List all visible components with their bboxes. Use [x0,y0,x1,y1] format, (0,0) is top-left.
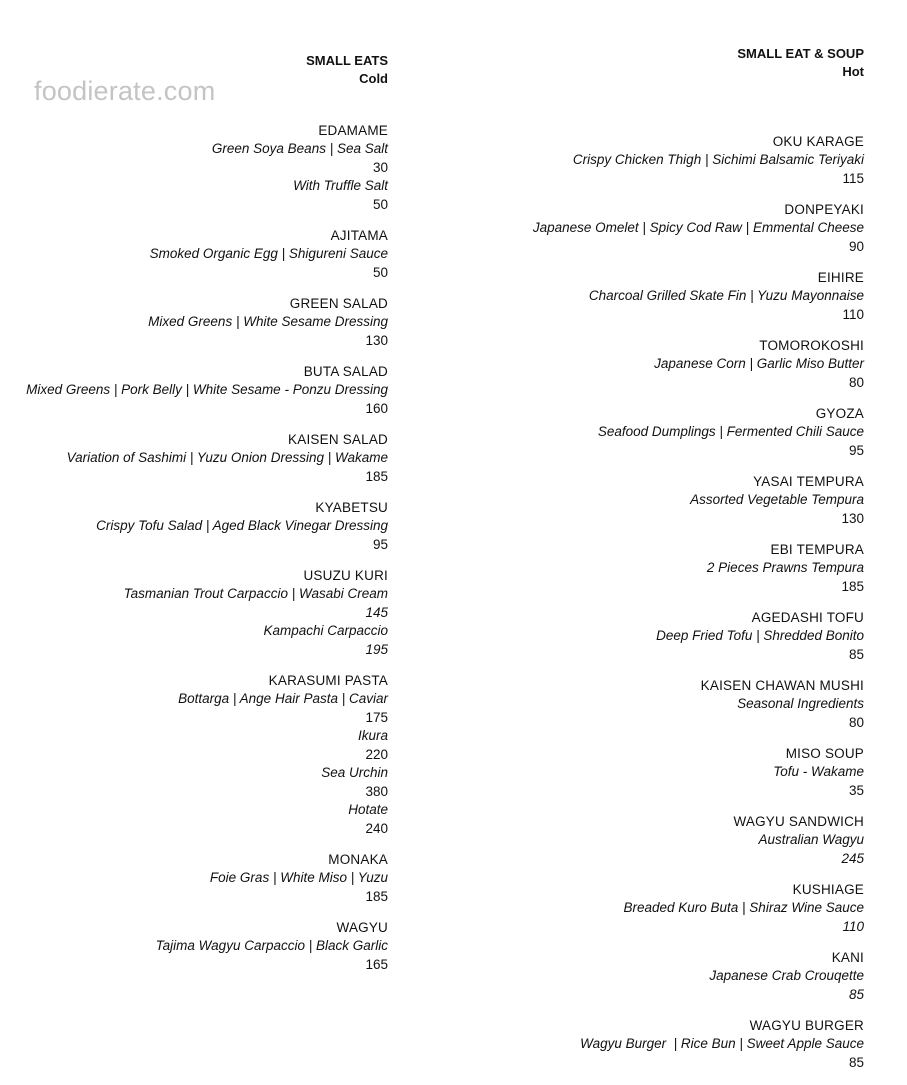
item-name: EDAMAME [318,123,388,138]
item-description: Crispy Tofu Salad | Aged Black Vinegar Dressing [96,518,388,533]
item-price: 245 [841,851,864,866]
item-description: Deep Fried Tofu | Shredded Bonito [656,628,864,643]
item-name: WAGYU BURGER [749,1018,864,1033]
menu-item-kaisen-salad [0,431,388,486]
menu-item-wagyu-sandwich [444,813,864,868]
item-description: Variation of Sashimi | Yuzu Onion Dressing | Wakame [66,450,388,465]
item-option: Kampachi Carpaccio [263,623,388,638]
item-price: 160 [365,401,388,416]
item-description: Foie Gras | White Miso | Yuzu [209,870,388,885]
item-price: 185 [365,889,388,904]
item-description: Wagyu Burger | Rice Bun | Sweet Apple Sauce [580,1036,864,1051]
menu-item-ajitama [0,227,388,282]
item-name: KANI [831,950,864,965]
item-price: 110 [842,919,864,934]
item-price: 85 [848,647,864,662]
item-price: 115 [842,171,864,186]
item-name: AGEDASHI TOFU [751,610,864,625]
item-name: WAGYU SANDWICH [733,814,864,829]
item-description: Seafood Dumplings | Fermented Chili Sauce [597,424,864,439]
item-name: KUSHIAGE [792,882,864,897]
item-price: 130 [841,511,864,526]
item-name: MONAKA [328,852,388,867]
item-price: 85 [848,1055,864,1070]
menu-column-cold [0,52,388,987]
item-price: 145 [365,605,388,620]
item-name: TOMOROKOSHI [759,338,864,353]
menu-item-oku-karage [444,133,864,188]
item-option-price: 195 [365,642,388,657]
item-name: EIHIRE [817,270,864,285]
item-name: GYOZA [815,406,864,421]
item-description: Breaded Kuro Buta | Shiraz Wine Sauce [623,900,864,915]
item-option: Hotate [348,802,388,817]
item-price: 165 [365,957,388,972]
item-name: GREEN SALAD [289,296,388,311]
item-description: Mixed Greens | White Sesame Dressing [148,314,388,329]
section-title: SMALL EAT & SOUP [737,46,864,61]
item-option-price: 380 [365,784,388,799]
item-option-price: 240 [365,821,388,836]
item-description: 2 Pieces Prawns Tempura [706,560,864,575]
item-name: YASAI TEMPURA [753,474,864,489]
menu-item-tomorokoshi [444,337,864,392]
menu-item-miso-soup [444,745,864,800]
item-name: WAGYU [336,920,388,935]
item-name: MISO SOUP [785,746,864,761]
item-description: Smoked Organic Egg | Shigureni Sauce [149,246,388,261]
menu-item-buta-salad [0,363,388,418]
item-name: KYABETSU [315,500,388,515]
menu-item-kani [444,949,864,1004]
item-description: Australian Wagyu [758,832,864,847]
menu-column-hot [444,45,864,1085]
item-option: Sea Urchin [321,765,388,780]
menu-item-kushiage [444,881,864,936]
section-title: SMALL EATS [306,53,388,68]
item-price: 175 [365,710,388,725]
item-name: KARASUMI PASTA [268,673,388,688]
menu-item-kyabetsu [0,499,388,554]
item-description: Seasonal Ingredients [737,696,864,711]
item-price: 90 [848,239,864,254]
menu-item-ebi-tempura [444,541,864,596]
item-description: Japanese Corn | Garlic Miso Butter [654,356,864,371]
item-price: 110 [842,307,864,322]
item-description: Japanese Crab Crouqette [709,968,864,983]
menu-item-karasumi-pasta [0,672,388,838]
item-description: Mixed Greens | Pork Belly | White Sesame - Ponzu Dressing [26,382,388,397]
item-description: Tofu - Wakame [773,764,864,779]
item-name: DONPEYAKI [784,202,864,217]
menu-item-yasai-tempura [444,473,864,528]
item-price: 35 [848,783,864,798]
watermark: foodierate.com [34,76,216,106]
item-name: KAISEN CHAWAN MUSHI [700,678,864,693]
item-option-price: 220 [365,747,388,762]
item-price: 130 [365,333,388,348]
item-name: KAISEN SALAD [288,432,388,447]
item-price: 50 [372,265,388,280]
item-name: OKU KARAGE [772,134,864,149]
menu-item-donpeyaki [444,201,864,256]
menu-item-kaisen-chawan-mushi [444,677,864,732]
menu-item-eihire [444,269,864,324]
item-price: 95 [848,443,864,458]
item-description: Charcoal Grilled Skate Fin | Yuzu Mayonnaise [588,288,864,303]
item-description: Tajima Wagyu Carpaccio | Black Garlic [155,938,388,953]
item-price: 95 [372,537,388,552]
item-price: 185 [841,579,864,594]
item-description: Green Soya Beans | Sea Salt [211,141,388,156]
item-name: AJITAMA [330,228,388,243]
item-price: 185 [365,469,388,484]
item-option: With Truffle Salt [293,178,388,193]
item-name: EBI TEMPURA [770,542,864,557]
item-price: 80 [848,715,864,730]
item-option: Ikura [357,728,388,743]
menu-item-usuzu-kuri [0,567,388,659]
item-description: Tasmanian Trout Carpaccio | Wasabi Cream [123,586,388,601]
item-price: 85 [848,987,864,1002]
menu-item-edamame [0,122,388,214]
item-price: 30 [372,160,388,175]
section-subtitle: Hot [842,64,864,79]
item-name: BUTA SALAD [303,364,388,379]
menu-item-wagyu-burger [444,1017,864,1072]
item-price: 80 [848,375,864,390]
item-name: USUZU KURI [303,568,388,583]
menu-item-agedashi-tofu [444,609,864,664]
item-description: Assorted Vegetable Tempura [690,492,864,507]
menu-item-monaka [0,851,388,906]
item-description: Japanese Omelet | Spicy Cod Raw | Emmental Cheese [532,220,864,235]
section-subtitle: Cold [359,71,388,86]
item-option-price: 50 [372,197,388,212]
menu-item-wagyu [0,919,388,974]
menu-item-green-salad [0,295,388,350]
menu-item-gyoza [444,405,864,460]
item-description: Bottarga | Ange Hair Pasta | Caviar [178,691,388,706]
item-description: Crispy Chicken Thigh | Sichimi Balsamic Teriyaki [572,152,864,167]
